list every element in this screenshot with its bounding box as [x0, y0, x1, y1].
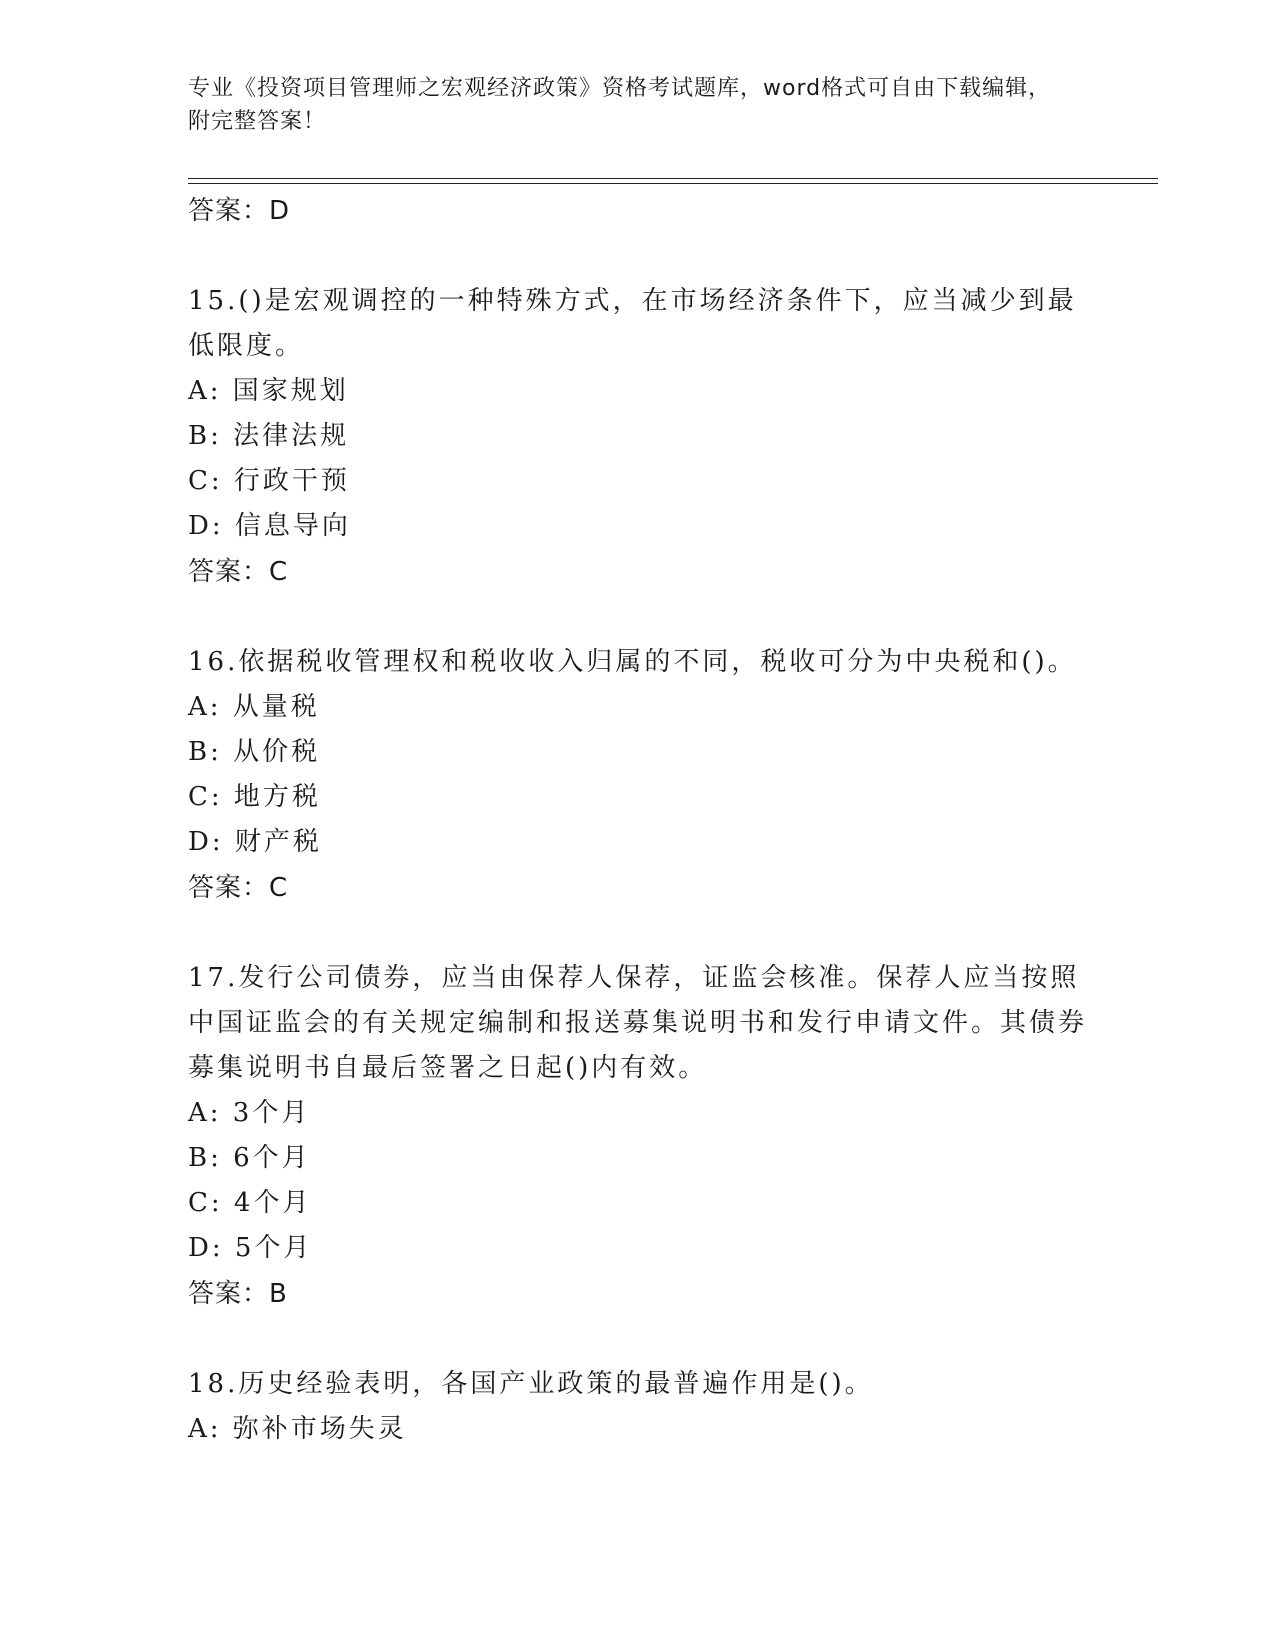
- answer-line: 答案：C: [188, 557, 289, 587]
- header-divider-bottom: [188, 183, 1158, 184]
- question-stem: 17.发行公司债券，应当由保荐人保荐，证监会核准。保荐人应当按照中国证监会的有关规定编制和报送募集说明书和发行申请文件。其债券募集说明书自最后签署之日起()内有效。: [188, 963, 1088, 1083]
- answer-line: 答案：B: [188, 1279, 288, 1309]
- option-b: B: 6个月: [188, 1143, 311, 1173]
- option-c: C: 行政干预: [188, 466, 350, 496]
- header-divider-top: [188, 178, 1158, 179]
- question-stem: 15.()是宏观调控的一种特殊方式，在市场经济条件下，应当减少到最低限度。: [188, 286, 1077, 361]
- option-a: A: 弥补市场失灵: [188, 1414, 407, 1444]
- option-b: B: 法律法规: [188, 421, 350, 451]
- question-stem: 18.历史经验表明，各国产业政策的最普遍作用是()。: [188, 1369, 874, 1399]
- question-18: [188, 1362, 1088, 1452]
- option-d: D: 财产税: [188, 827, 322, 857]
- option-c: C: 4个月: [188, 1188, 312, 1218]
- answer-line: 答案：C: [188, 873, 289, 903]
- option-c: C: 地方税: [188, 782, 321, 812]
- option-d: D: 信息导向: [188, 511, 351, 541]
- option-d: D: 5个月: [188, 1233, 313, 1263]
- option-a: A: 国家规划: [188, 376, 349, 406]
- option-a: A: 3个月: [188, 1098, 311, 1128]
- question-15: [188, 279, 1088, 595]
- document-header: 专业《投资项目管理师之宏观经济政策》资格考试题库，word格式可自由下载编辑，附完整答案！: [188, 76, 1052, 134]
- answer-line: 答案：D: [188, 196, 291, 226]
- question-16: [188, 640, 1088, 911]
- option-a: A: 从量税: [188, 692, 320, 722]
- question-17: [188, 956, 1088, 1317]
- option-b: B: 从价税: [188, 737, 321, 767]
- question-list: [188, 188, 1088, 1452]
- question-stem: 16.依据税收管理权和税收收入归属的不同，税收可分为中央税和()。: [188, 647, 1077, 677]
